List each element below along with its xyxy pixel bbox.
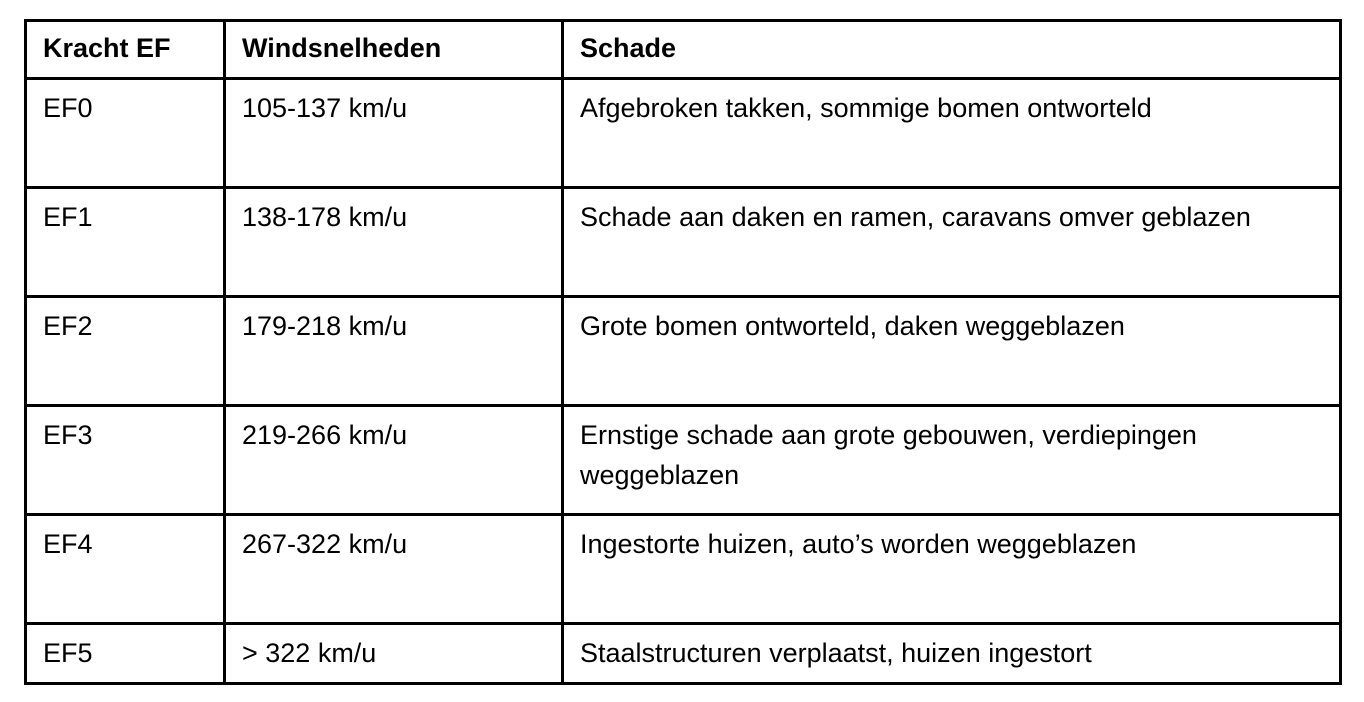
- cell-kracht: EF3: [26, 406, 225, 515]
- cell-kracht: EF2: [26, 297, 225, 406]
- cell-windsnelheid: 138-178 km/u: [225, 188, 563, 297]
- cell-kracht: EF5: [26, 624, 225, 684]
- cell-schade: Ernstige schade aan grote gebouwen, verdiepingen weggeblazen: [563, 406, 1341, 515]
- cell-windsnelheid: 267-322 km/u: [225, 515, 563, 624]
- header-schade: Schade: [563, 21, 1341, 79]
- table-row: [26, 79, 1341, 188]
- ef-scale-table: [24, 19, 1342, 685]
- cell-schade: Ingestorte huizen, auto’s worden weggeblazen: [563, 515, 1341, 624]
- table-row: [26, 406, 1341, 515]
- table-row: [26, 297, 1341, 406]
- table-row: [26, 515, 1341, 624]
- table-row: [26, 188, 1341, 297]
- header-kracht-ef: Kracht EF: [26, 21, 225, 79]
- cell-schade: Grote bomen ontworteld, daken weggeblazen: [563, 297, 1341, 406]
- table-header-row: [26, 21, 1341, 79]
- cell-windsnelheid: 179-218 km/u: [225, 297, 563, 406]
- cell-windsnelheid: > 322 km/u: [225, 624, 563, 684]
- cell-schade: Schade aan daken en ramen, caravans omver geblazen: [563, 188, 1341, 297]
- cell-kracht: EF4: [26, 515, 225, 624]
- cell-windsnelheid: 105-137 km/u: [225, 79, 563, 188]
- cell-kracht: EF0: [26, 79, 225, 188]
- header-windsnelheden: Windsnelheden: [225, 21, 563, 79]
- cell-schade: Afgebroken takken, sommige bomen ontworteld: [563, 79, 1341, 188]
- cell-windsnelheid: 219-266 km/u: [225, 406, 563, 515]
- cell-kracht: EF1: [26, 188, 225, 297]
- table-row: [26, 624, 1341, 684]
- cell-schade: Staalstructuren verplaatst, huizen ingestort: [563, 624, 1341, 684]
